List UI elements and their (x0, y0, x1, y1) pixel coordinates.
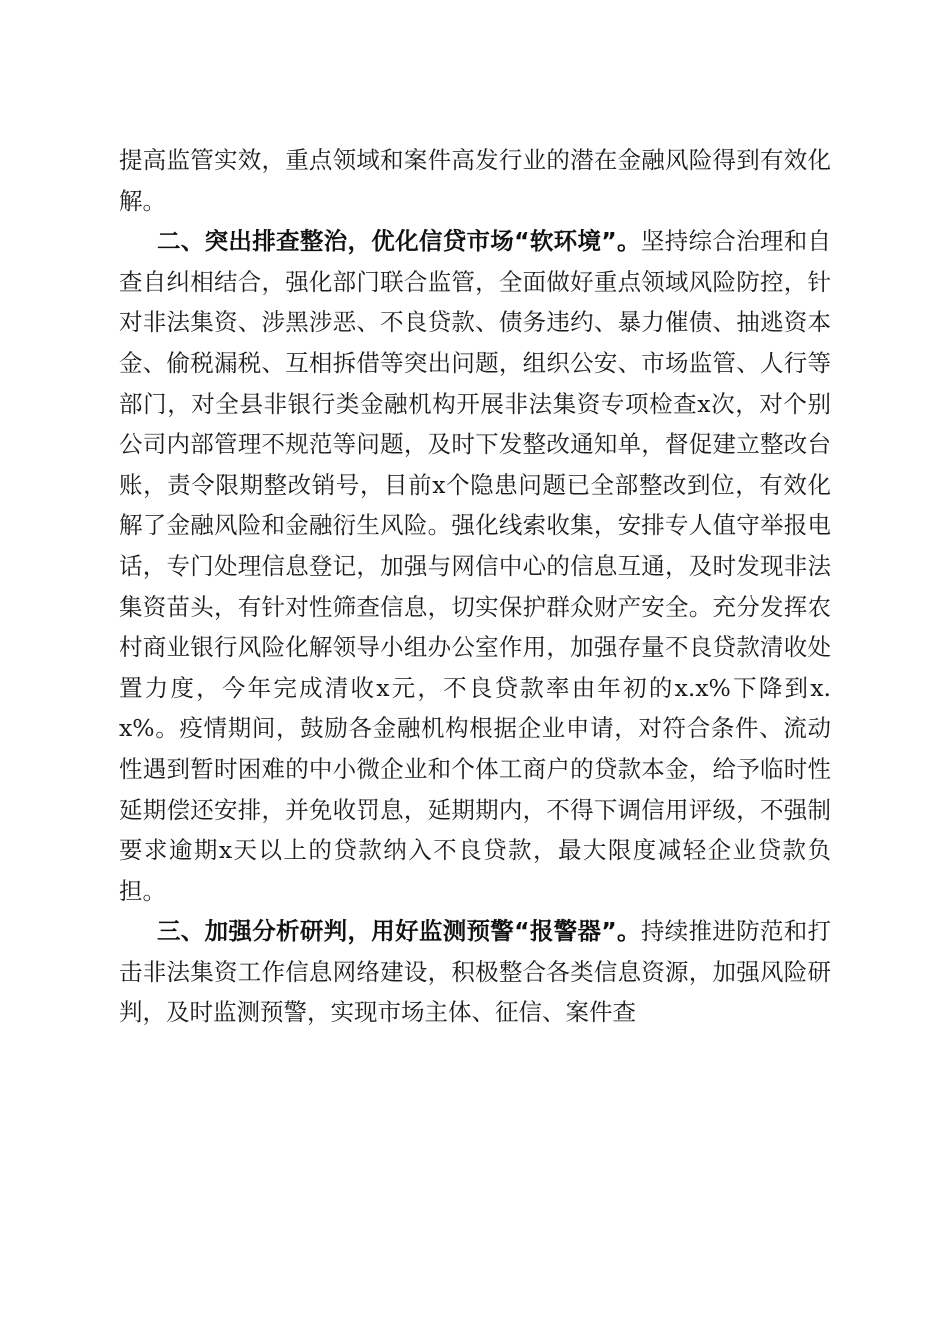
section-heading: 二、突出排查整治，优化信贷市场“软环境”。 (157, 227, 641, 256)
paragraph-body: 持续推进防范和打击非法集资工作信息网络建设，积极整合各类信息资源，加强风险研判，及时监测预警，实现市场主体、征信、案件查 (119, 917, 832, 1027)
paragraph-body: 提高监管实效，重点领域和案件高发行业的潜在金融风险得到有效化解。 (119, 146, 831, 215)
document-body (119, 140, 831, 1033)
section-heading: 三、加强分析研判，用好监测预警“报警器”。 (157, 917, 641, 946)
paragraph-section-3 (119, 911, 831, 1033)
paragraph-continuation (119, 140, 831, 221)
paragraph-section-2 (119, 221, 831, 911)
paragraph-body: 坚持综合治理和自查自纠相结合，强化部门联合监管，全面做好重点领域风险防控，针对非法集资、涉黑涉恶、不良贷款、债务违约、暴力催债、抽逃资本金、偷税漏税、互相拆借等突出问题，组织公安、市场监管、人行等部门，对全县非银行类金融机构开展非法集资专项检查x次，对个别公司内部管理不规范等问题，及时下发整改通知单，督促建立整改台账，责令限期整改销号，目前x个隐患问题已全部整改到位，有效化解了金融风险和金融衍生风险。强化线索收集，安排专人值守举报电话，专门处理信息登记，加强与网信中心的信息互通，及时发现非法集资苗头，有针对性筛查信息，切实保护群众财产安全。充分发挥农村商业银行风险化解领导小组办公室作用，加强存量不良贷款清收处置力度，今年完成清收x元，不良贷款率由年初的x.x%下降到x.x%。疫情期间，鼓励各金融机构根据企业申请，对符合条件、流动性遇到暂时困难的中小微企业和个体工商户的贷款本金，给予临时性延期偿还安排，并免收罚息，延期期内，不得下调信用评级，不强制要求逾期x天以上的贷款纳入不良贷款，最大限度减轻企业贷款负担。 (119, 227, 832, 905)
